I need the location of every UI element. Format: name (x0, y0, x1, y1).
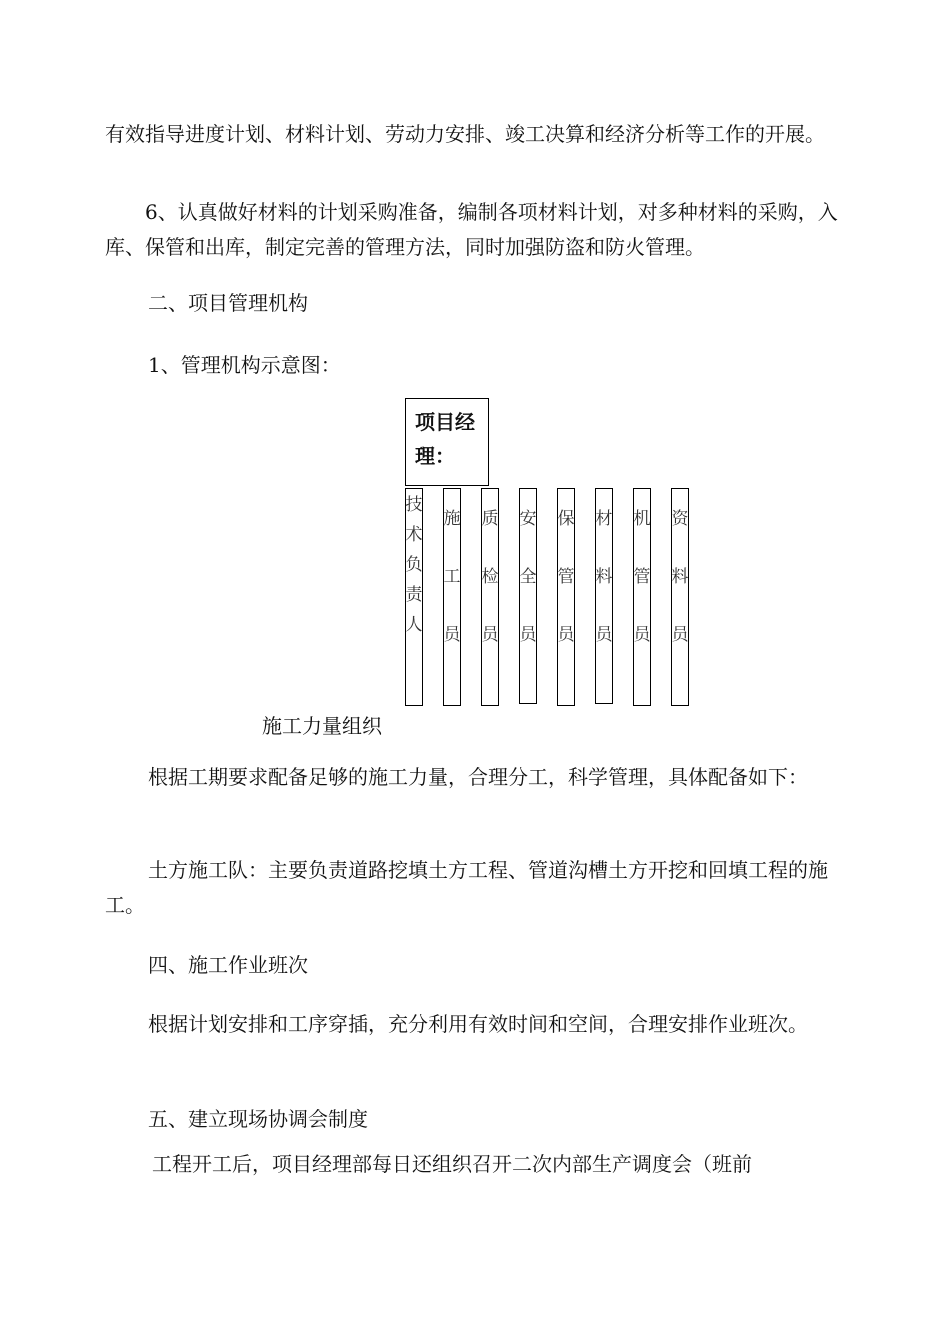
section-heading-5: 五、建立现场协调会制度 (148, 1107, 368, 1131)
org-role-label: 保 管 员 (557, 509, 575, 645)
org-role-label: 技 术 负 责 人 (405, 495, 423, 635)
paragraph-6: 工程开工后，项目经理部每日还组织召开二次内部生产调度会（班前 (152, 1152, 752, 1176)
paragraph-1: 有效指导进度计划、材料计划、劳动力安排、竣工决算和经济分析等工作的开展。 (105, 122, 825, 146)
section-heading-4: 四、施工作业班次 (148, 953, 308, 977)
paragraph-3: 根据工期要求配备足够的施工力量，合理分工，科学管理，具体配备如下： (148, 765, 808, 789)
org-role-label: 材 料 员 (595, 509, 613, 645)
org-role-label: 安 全 员 (519, 509, 537, 645)
org-role-label: 机 管 员 (633, 509, 651, 645)
org-head-label: 项目经理： (415, 410, 475, 468)
org-role-label: 施 工 员 (443, 509, 461, 645)
section-heading-2: 二、项目管理机构 (148, 291, 308, 315)
paragraph-2: 6、认真做好材料的计划采购准备，编制各项材料计划，对多种材料的采购，入库、保管和出库，制定完善的管理方法，同时加强防盗和防火管理。 (105, 200, 838, 259)
org-role-label: 资 料 员 (671, 509, 689, 645)
chart-caption: 施工力量组织 (262, 714, 382, 738)
subheading-org-chart: 1、管理机构示意图： (148, 353, 341, 377)
org-head-box (405, 398, 489, 486)
org-role-label: 质 检 员 (481, 509, 499, 645)
paragraph-4: 土方施工队：主要负责道路挖填土方工程、管道沟槽土方开挖和回填工程的施工。 (105, 858, 828, 917)
paragraph-5: 根据计划安排和工序穿插，充分利用有效时间和空间，合理安排作业班次。 (148, 1012, 808, 1036)
